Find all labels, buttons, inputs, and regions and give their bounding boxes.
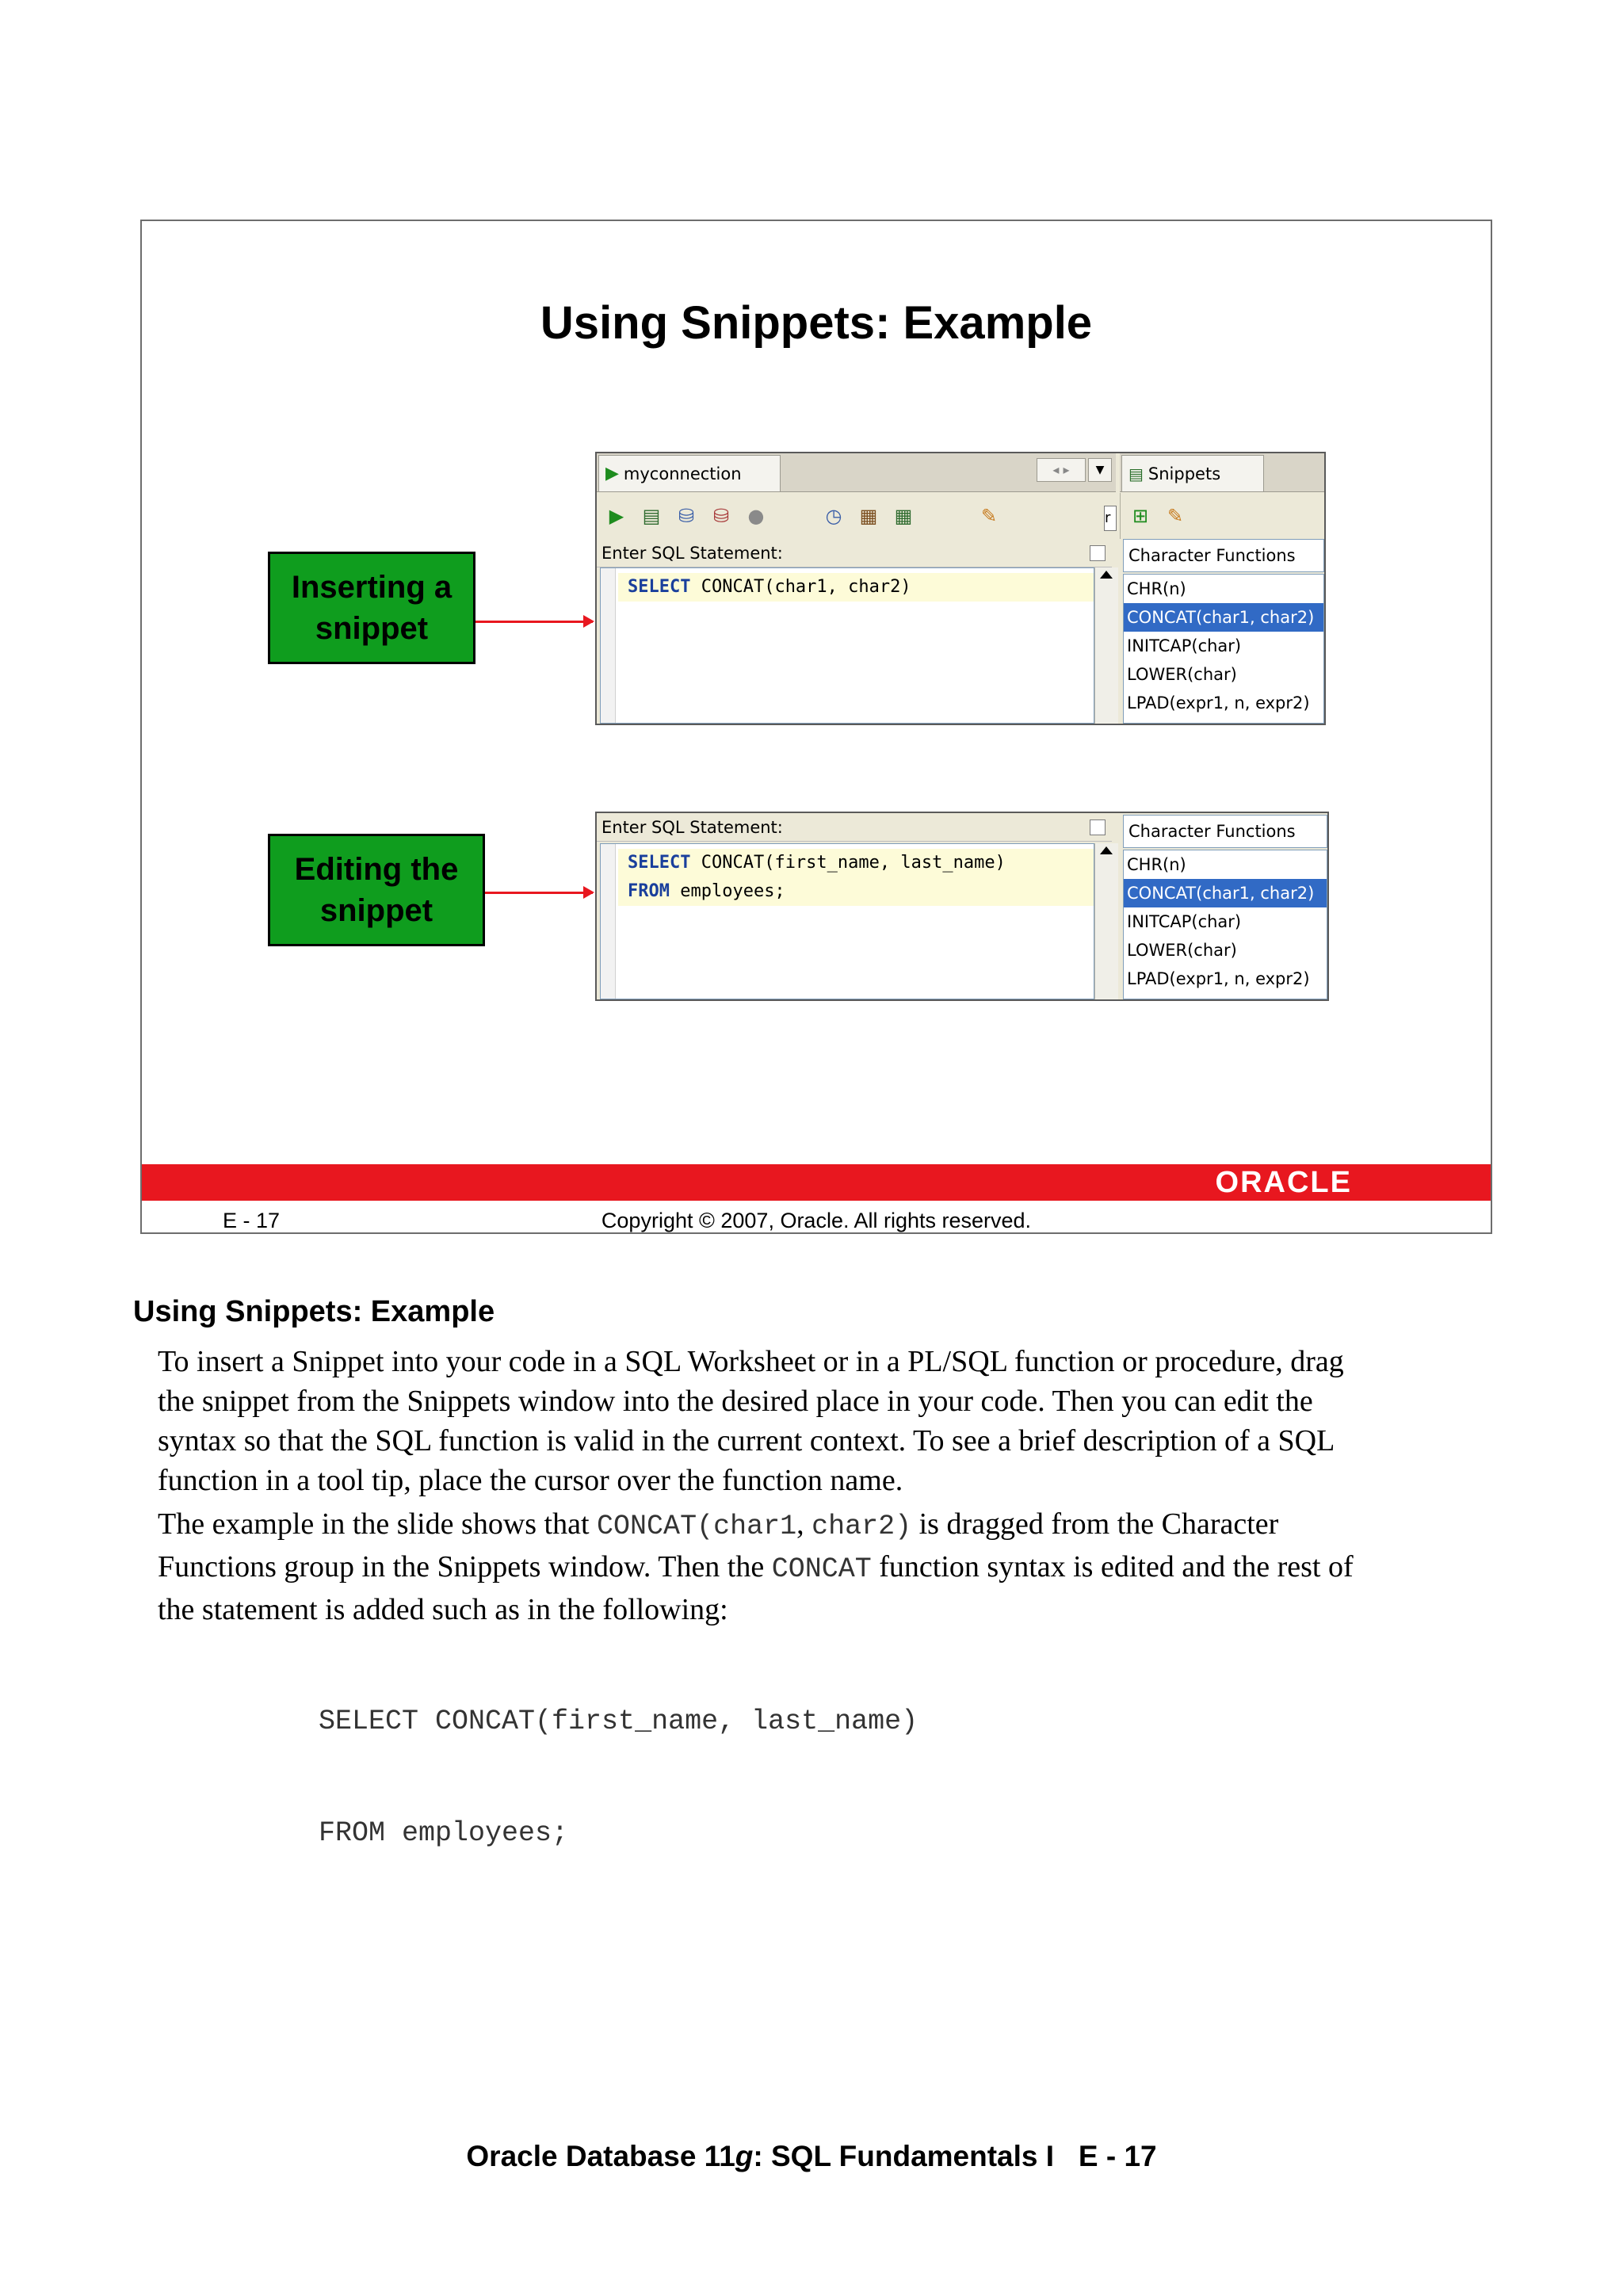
editor-vertical-scrollbar[interactable] (1094, 843, 1118, 999)
panel-checkbox[interactable] (1090, 545, 1106, 561)
notes-line (158, 1547, 1505, 1590)
notes-text: is dragged from the Character (911, 1507, 1279, 1541)
callout-line: snippet (315, 611, 429, 646)
character-functions-header[interactable]: Character Functions (1123, 539, 1324, 572)
tab-myconnection[interactable] (598, 455, 781, 491)
character-functions-header[interactable]: Character Functions (1123, 815, 1327, 848)
inline-code: char2) (812, 1511, 912, 1542)
snippets-toolbar (1120, 493, 1326, 539)
code-line (618, 849, 1094, 877)
snippet-item[interactable]: CHR(n) (1127, 579, 1186, 598)
enter-sql-statement-label: Enter SQL Statement: (597, 813, 1112, 842)
sql-worksheet-screenshot-editing (595, 812, 1329, 1001)
notes-line (158, 1504, 1505, 1547)
snippet-item-selected[interactable]: CONCAT(char1, char2) (1124, 879, 1327, 907)
connection-run-icon: ▶ (605, 464, 619, 483)
snippet-item-selected[interactable]: CONCAT(char1, char2) (1124, 603, 1323, 632)
code-line (618, 573, 1094, 602)
slide-title: Using Snippets: Example (540, 297, 1093, 349)
tab-label: myconnection (623, 464, 742, 483)
commit-icon[interactable]: ⛁ (678, 505, 695, 527)
tab-dropdown-icon[interactable]: ▼ (1088, 458, 1112, 482)
tab-nav-arrows[interactable]: ◂ ▸ (1037, 458, 1086, 482)
notes-text: Functions group in the Snippets window. Then the (158, 1550, 772, 1584)
sql-keyword: SELECT (628, 853, 691, 873)
autotrace-icon[interactable]: ▦ (894, 505, 913, 527)
sql-editor[interactable] (600, 567, 1094, 724)
notes-heading: Using Snippets: Example (133, 1295, 495, 1328)
snippets-icon: ▤ (1128, 464, 1144, 483)
run-script-icon[interactable]: ▤ (642, 505, 661, 527)
callout-line: Inserting a (291, 570, 453, 605)
slide-copyright: Copyright © 2007, Oracle. All rights reserved. (601, 1209, 1032, 1232)
notes-line: function in a tool tip, place the cursor over the function name. (158, 1464, 903, 1497)
edit-snippet-icon[interactable]: ✎ (1167, 505, 1184, 527)
inline-code: CONCAT (771, 1553, 872, 1585)
notes-paragraph-1 (158, 1342, 1505, 1500)
truncated-toolbar-button[interactable]: r (1104, 506, 1117, 531)
code-block-line: SELECT CONCAT(first_name, last_name) (319, 1706, 918, 1737)
slide-number: E - 17 (223, 1209, 281, 1232)
slide (140, 220, 1492, 1234)
callout-line: Editing the (294, 852, 459, 887)
footer-g: g (735, 2140, 754, 2172)
panel-checkbox[interactable] (1090, 819, 1106, 835)
notes-line: the statement is added such as in the following: (158, 1593, 728, 1626)
sql-keyword: SELECT (628, 577, 691, 597)
inline-code: CONCAT(char1 (597, 1511, 797, 1542)
notes-line: the snippet from the Snippets window into the desired place in your code. Then you can edit the (158, 1385, 1313, 1418)
callout-line: snippet (319, 893, 433, 928)
notes-line: syntax so that the SQL function is valid in the current context. To see a brief description of a SQL (158, 1424, 1335, 1457)
notes-text: function syntax is edited and the rest of (871, 1550, 1354, 1584)
explain-plan-icon[interactable]: ▦ (859, 505, 878, 527)
oracle-logo: ORACLE (1215, 1166, 1352, 1199)
snippets-tabbar (1120, 453, 1326, 492)
cancel-icon[interactable]: ● (747, 505, 765, 527)
sql-history-icon[interactable]: ◷ (825, 505, 842, 527)
editor-gutter (601, 568, 616, 723)
code-block-line: FROM employees; (319, 1817, 569, 1849)
scroll-up-icon (1100, 571, 1113, 579)
snippet-function-list (1123, 850, 1327, 999)
snippet-item[interactable]: LOWER(char) (1127, 665, 1237, 684)
tab-label: Snippets (1148, 464, 1221, 483)
footer-prefix: Oracle Database 11 (466, 2140, 735, 2172)
snippet-item[interactable]: LOWER(char) (1127, 941, 1237, 960)
editor-gutter (601, 844, 616, 999)
worksheet-tabbar (597, 453, 1116, 492)
sql-code: CONCAT(first_name, last_name) (690, 853, 1006, 873)
sql-code: CONCAT(char1, char2) (690, 577, 911, 597)
notes-text: , (796, 1507, 812, 1541)
sql-keyword: FROM (628, 881, 670, 901)
rollback-icon[interactable]: ⛁ (712, 505, 730, 527)
snippet-item[interactable]: INITCAP(char) (1127, 636, 1242, 655)
snippet-function-list (1123, 574, 1324, 724)
oracle-red-band (142, 1164, 1491, 1201)
snippet-item[interactable]: CHR(n) (1127, 855, 1186, 874)
notes-paragraph-2 (158, 1504, 1505, 1630)
callout-editing-snippet (268, 834, 485, 946)
sql-code: employees; (669, 881, 785, 901)
scroll-up-icon (1100, 846, 1113, 854)
callout-arrow (485, 892, 593, 894)
sql-worksheet-screenshot-inserting (595, 452, 1326, 725)
callout-arrow (475, 621, 593, 623)
footer-suffix: : SQL Fundamentals I E - 17 (753, 2140, 1157, 2172)
enter-sql-statement-label: Enter SQL Statement: (597, 539, 1112, 567)
worksheet-toolbar (597, 493, 1120, 539)
add-snippet-icon[interactable]: ⊞ (1132, 505, 1149, 527)
callout-inserting-snippet (268, 552, 475, 664)
code-line (618, 877, 1094, 906)
sql-editor[interactable] (600, 843, 1094, 999)
editor-vertical-scrollbar[interactable] (1094, 567, 1118, 724)
page-footer (0, 2140, 1623, 2173)
sql-code-block (319, 1629, 918, 1889)
notes-text: The example in the slide shows that (158, 1507, 598, 1541)
run-statement-icon[interactable]: ▶ (609, 505, 624, 527)
clear-icon[interactable]: ✎ (980, 505, 998, 527)
notes-line: To insert a Snippet into your code in a SQL Worksheet or in a PL/SQL function or procedure, drag (158, 1345, 1344, 1378)
tab-snippets[interactable] (1121, 455, 1264, 491)
snippet-item[interactable]: LPAD(expr1, n, expr2) (1127, 693, 1310, 712)
snippet-item[interactable]: LPAD(expr1, n, expr2) (1127, 969, 1310, 988)
snippet-item[interactable]: INITCAP(char) (1127, 912, 1242, 931)
